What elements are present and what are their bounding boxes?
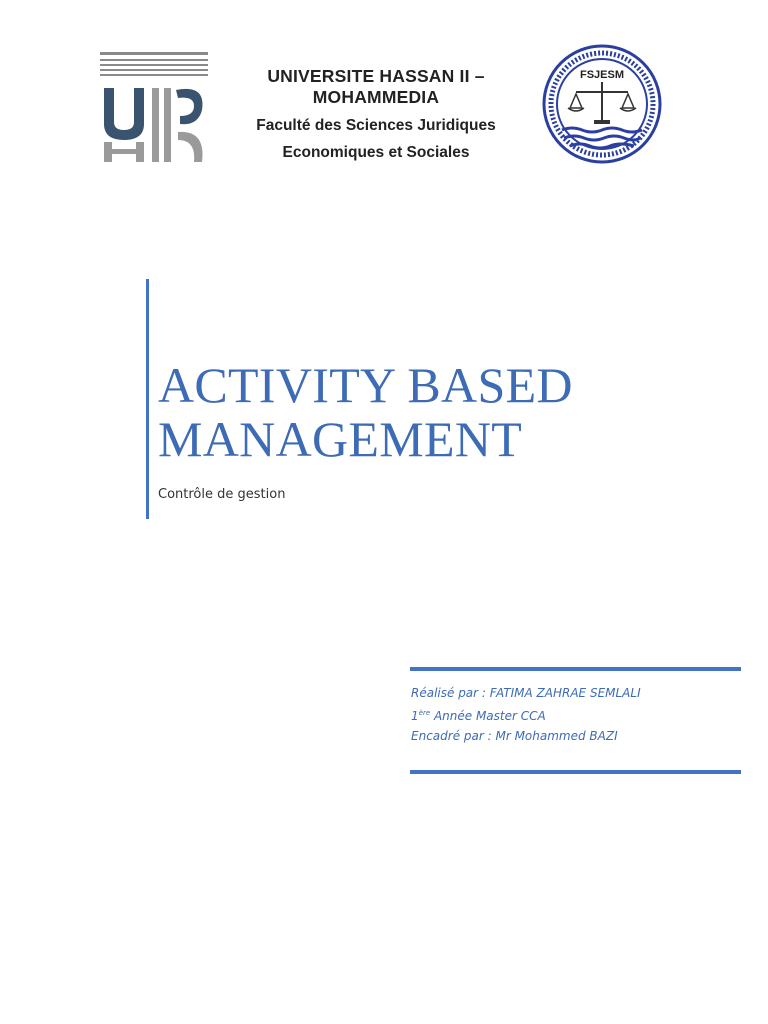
document-subtitle: Contrôle de gestion: [158, 487, 286, 502]
author-info: [411, 683, 641, 746]
faculty-name-line-2: Economiques et Sociales: [282, 144, 470, 161]
document-title: [158, 358, 573, 466]
university-logo-icon: [98, 50, 210, 166]
faculty-name-line-1: Faculté des Sciences Juridiques: [256, 117, 496, 134]
info-top-rule: [410, 667, 741, 671]
document-title-line-1: ACTIVITY BASED: [158, 357, 573, 413]
svg-text:FSJESM: FSJESM: [579, 69, 625, 81]
info-bottom-rule: [410, 770, 741, 774]
faculty-seal-icon: [540, 42, 664, 166]
title-accent-rule: [146, 279, 149, 519]
author-line: Réalisé par : FATIMA ZAHRAE SEMLALI: [411, 686, 641, 700]
supervisor-line: Encadré par : Mr Mohammed BAZI: [411, 729, 618, 743]
institution-header: [216, 66, 536, 162]
document-title-line-2: MANAGEMENT: [158, 411, 523, 467]
year-line: 1ère Année Master CCA: [411, 709, 546, 723]
university-name: UNIVERSITE HASSAN II – MOHAMMEDIA: [267, 66, 485, 107]
